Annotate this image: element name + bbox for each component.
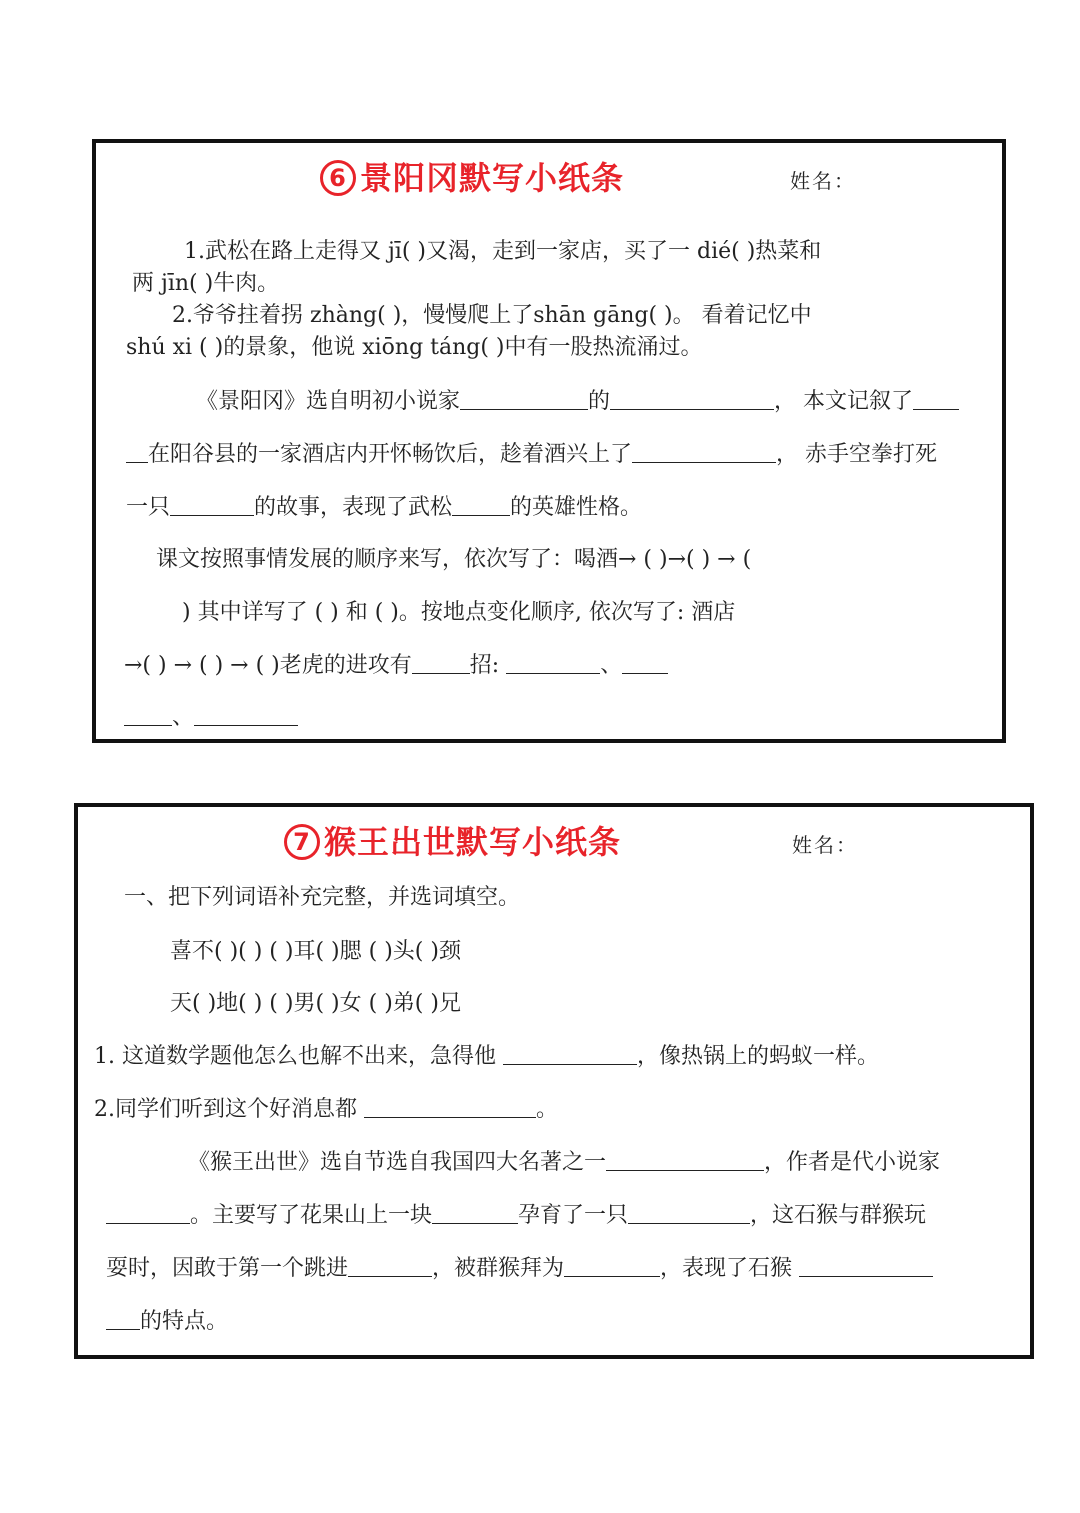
summary-line-1: 《猴王出世》选自节选自我国四大名著之一 ，作者是代小说家 bbox=[188, 1150, 941, 1175]
fill-blank[interactable] bbox=[503, 1042, 637, 1065]
fill-blank[interactable] bbox=[799, 1254, 933, 1277]
circled-number: 7 bbox=[284, 824, 320, 860]
fill-blank[interactable] bbox=[452, 493, 510, 516]
summary-line-3: 一只 的故事，表现了武松 的英雄性格。 bbox=[126, 495, 643, 520]
fill-blank[interactable] bbox=[170, 493, 254, 516]
fill-blank[interactable] bbox=[610, 387, 774, 410]
question-heading: 一、把下列词语补充完整，并选词填空。 bbox=[124, 885, 521, 910]
circled-number: 6 bbox=[320, 160, 356, 196]
fill-blank[interactable] bbox=[124, 703, 172, 726]
fill-sentence-2: 2.同学们听到这个好消息都 。 bbox=[94, 1097, 559, 1122]
fill-blank[interactable] bbox=[628, 1201, 750, 1224]
summary-line-2: 在阳谷县的一家酒店内开怀畅饮后，趁着酒兴上了 ， 赤手空拳打死 bbox=[126, 440, 937, 470]
fill-blank[interactable] bbox=[106, 1201, 190, 1224]
fill-blank[interactable] bbox=[622, 651, 668, 674]
fill-blank[interactable] bbox=[432, 1201, 518, 1224]
fill-blank[interactable] bbox=[460, 387, 588, 410]
card-title: 7 猴王出世默写小纸条 bbox=[284, 817, 621, 863]
idiom-row-2: 天( )地( ) ( )男( )女 ( )弟( )兄 bbox=[170, 991, 461, 1016]
fill-sentence-1: 1. 这道数学题他怎么也解不出来，急得他 ，像热锅上的蚂蚁一样。 bbox=[94, 1044, 880, 1069]
fill-blank[interactable] bbox=[632, 440, 776, 463]
fill-blank[interactable] bbox=[126, 440, 148, 463]
summary-line-1: 《景阳冈》选自明初小说家 的 ， 本文记叙了 bbox=[196, 387, 959, 417]
name-label: 姓名： bbox=[790, 169, 856, 193]
sequence-line-4: 、 bbox=[124, 703, 298, 733]
fill-blank[interactable] bbox=[506, 651, 600, 674]
fill-blank[interactable] bbox=[913, 387, 959, 410]
idiom-row-1: 喜不( )( ) ( )耳( )腮 ( )头( )颈 bbox=[170, 939, 461, 964]
pinyin-line-4: shú xi ( )的景象，他说 xiōng táng( )中有一股热流涌过。 bbox=[126, 335, 703, 360]
pinyin-line-1: 1.武松在路上走得又 jī( )又渴，走到一家店，买了一 dié( )热菜和 bbox=[184, 239, 822, 264]
pinyin-line-2: 两 jīn( )牛肉。 bbox=[132, 271, 280, 296]
card-title: 6 景阳冈默写小纸条 bbox=[320, 153, 624, 199]
dictation-card-7 bbox=[74, 803, 1034, 1359]
summary-line-2: 。主要写了花果山上一块 孕育了一只 ，这石猴与群猴玩 bbox=[106, 1201, 926, 1231]
fill-blank[interactable] bbox=[348, 1254, 432, 1277]
sequence-line-2: ) 其中详写了 ( ) 和 ( )。按地点变化顺序, 依次写了: 酒店 bbox=[182, 600, 736, 625]
fill-blank[interactable] bbox=[564, 1254, 660, 1277]
fill-blank[interactable] bbox=[106, 1307, 140, 1330]
dictation-card-6 bbox=[92, 139, 1006, 743]
summary-line-3: 耍时，因敢于第一个跳进 ，被群猴拜为 ，表现了石猴 bbox=[106, 1254, 933, 1284]
fill-blank[interactable] bbox=[194, 703, 298, 726]
sequence-line-1: 课文按照事情发展的顺序来写，依次写了：喝酒→ ( )→( ) → ( bbox=[156, 547, 752, 572]
summary-line-4: 的特点。 bbox=[106, 1307, 228, 1337]
name-label: 姓名： bbox=[792, 833, 858, 857]
fill-blank[interactable] bbox=[364, 1095, 536, 1118]
fill-blank[interactable] bbox=[606, 1148, 764, 1171]
pinyin-line-3: 2.爷爷拄着拐 zhàng( )，慢慢爬上了shān gāng( )。 看着记忆中 bbox=[172, 303, 812, 328]
sequence-line-3: →( ) → ( ) → ( )老虎的进攻有 招: 、 bbox=[124, 651, 668, 681]
fill-blank[interactable] bbox=[412, 651, 470, 674]
